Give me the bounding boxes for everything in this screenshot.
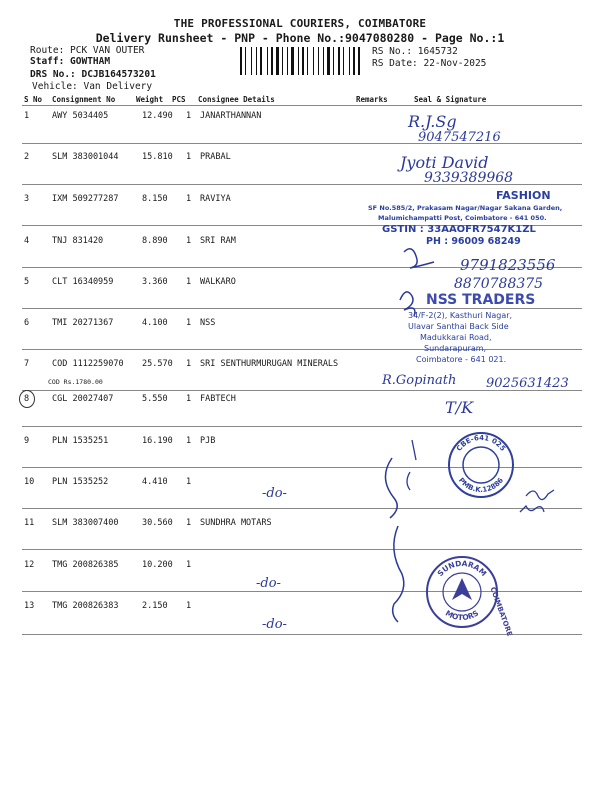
barcode-bar (284, 47, 286, 75)
row-consignment: TNJ 831420 (52, 236, 104, 246)
row-sno: 10 (24, 477, 35, 487)
barcode (240, 47, 368, 75)
row-consignee: NSS (200, 318, 216, 328)
table-row (0, 518, 600, 548)
sundaram-seal-side-text: COIMBATORE (488, 586, 514, 638)
row-weight: 10.200 (142, 560, 173, 570)
sundaram-seal-top-text: SUNDARAM (435, 558, 489, 579)
barcode-bar (351, 47, 352, 75)
row-pcs: 1 (186, 236, 192, 246)
cod-note: COD Rs.1780.00 (48, 378, 103, 386)
row-weight: 5.550 (142, 394, 168, 404)
row-pcs: 1 (186, 277, 192, 287)
pmb-seal-top-text: CBE-641 025 (455, 433, 507, 453)
barcode-bar (338, 47, 340, 75)
row-sno: 6 (24, 318, 30, 328)
barcode-bar (345, 47, 348, 75)
barcode-bar (280, 47, 281, 75)
nss-stamp-addr3: Madukkarai Road, (420, 333, 492, 342)
barcode-bar (331, 47, 332, 75)
row-sno: 3 (24, 194, 30, 204)
row-sno: 1 (24, 111, 30, 121)
barcode-bar (327, 47, 330, 75)
barcode-bar (274, 47, 275, 75)
row-weight: 16.190 (142, 436, 173, 446)
row-consignment: COD 1112259070 (52, 359, 124, 369)
col-pcs: PCS (172, 95, 186, 104)
nss-stamp-addr5: Coimbatore - 641 021. (416, 355, 507, 364)
row-consignment: CLT 16340959 (52, 277, 114, 287)
row-consignee: RAVIYA (200, 194, 231, 204)
signature-row-7: R.Gopinath (382, 373, 457, 388)
row-consignment: CGL 20027407 (52, 394, 114, 404)
barcode-bar (361, 47, 362, 75)
barcode-bar (335, 47, 337, 75)
rs-no-label: RS No.: 1645732 (372, 46, 458, 57)
barcode-bar (323, 47, 324, 75)
row-weight: 2.150 (142, 601, 168, 611)
barcode-bar (243, 47, 244, 75)
row-pcs: 1 (186, 152, 192, 162)
phone-row-2: 9339389968 (424, 170, 514, 186)
barcode-bar (295, 47, 297, 75)
pmb-seal-bottom-text: PMB.K.12886 (456, 476, 506, 495)
row-rule (22, 549, 582, 550)
barcode-bar (240, 47, 242, 75)
barcode-bar (287, 47, 288, 75)
barcode-bar (256, 47, 257, 75)
row-rule (22, 508, 582, 509)
barcode-bar (309, 47, 312, 75)
row-consignment: PLN 1535251 (52, 436, 109, 446)
pmb-round-seal (446, 430, 516, 500)
staff-label: Staff: GOWTHAM (30, 56, 111, 67)
row-weight: 25.570 (142, 359, 173, 369)
row-weight: 30.560 (142, 518, 173, 528)
ditto-row-13: -do- (262, 617, 287, 632)
row-consignment: SLM 383001044 (52, 152, 119, 162)
table-row (0, 394, 600, 424)
row-sno: 5 (24, 277, 30, 287)
barcode-bar (300, 47, 301, 75)
drs-label: DRS No.: DCJB164573201 (30, 69, 156, 80)
row-rule (22, 634, 582, 635)
row-rule (22, 349, 582, 350)
barcode-bar (258, 47, 259, 75)
row-weight: 8.890 (142, 236, 168, 246)
row-consignment: IXM 509277287 (52, 194, 119, 204)
barcode-bar (267, 47, 268, 75)
col-consignee: Consignee Details (198, 95, 275, 104)
signature-row-8: T/K (445, 398, 474, 417)
row-rule (22, 308, 582, 309)
row-weight: 3.360 (142, 277, 168, 287)
circle-mark (19, 390, 35, 408)
nss-stamp-addr2: Ulavar Santhai Back Side (408, 322, 509, 331)
row-consignment: PLN 1535252 (52, 477, 109, 487)
col-sno: S No (24, 95, 43, 104)
barcode-bar (302, 47, 304, 75)
row-consignee: JANARTHANNAN (200, 111, 262, 121)
row-sno: 8 (24, 394, 30, 404)
barcode-bar (315, 47, 317, 75)
barcode-bar (341, 47, 342, 75)
company-title: THE PROFESSIONAL COURIERS, COIMBATORE (173, 17, 427, 30)
sundaram-motors-seal (424, 554, 500, 630)
barcode-bar (298, 47, 299, 75)
table-row (0, 560, 600, 590)
row-rule (22, 426, 582, 427)
row-weight: 8.150 (142, 194, 168, 204)
runsheet-subtitle: Delivery Runsheet - PNP - Phone No.:9047080280 - Page No.:1 (95, 31, 505, 45)
barcode-bar (260, 47, 262, 75)
col-weight: Weight (136, 95, 164, 104)
barcode-bar (320, 47, 322, 75)
row-consignee: WALKARO (200, 277, 236, 287)
row-consignee: SRI RAM (200, 236, 236, 246)
vehicle-label: Vehicle: Van Delivery (32, 81, 153, 92)
col-remarks: Remarks (356, 95, 388, 104)
row-consignee: PJB (200, 436, 216, 446)
barcode-bar (271, 47, 273, 75)
sundaram-seal-bottom-text: MOTORS (443, 608, 481, 623)
barcode-bar (325, 47, 326, 75)
row-sno: 2 (24, 152, 30, 162)
row-consignee: SUNDHRA MOTARS (200, 518, 272, 528)
row-sno: 9 (24, 436, 30, 446)
row-pcs: 1 (186, 518, 192, 528)
row-pcs: 1 (186, 111, 192, 121)
row-consignment: SLM 383007400 (52, 518, 119, 528)
row-pcs: 1 (186, 318, 192, 328)
ditto-row-10: -do- (262, 486, 287, 501)
row-pcs: 1 (186, 194, 192, 204)
row-pcs: 1 (186, 359, 192, 369)
col-seal: Seal & Signature (414, 95, 487, 104)
row-pcs: 1 (186, 477, 192, 487)
barcode-bar (353, 47, 355, 75)
fashion-stamp-phone: PH : 96009 68249 (426, 236, 521, 247)
row-sno: 13 (24, 601, 35, 611)
barcode-bar (253, 47, 255, 75)
nss-stamp-addr1: 34/F-2(2), Kasthuri Nagar, (408, 311, 513, 320)
barcode-bar (349, 47, 350, 75)
barcode-bar (263, 47, 266, 75)
row-sno: 11 (24, 518, 35, 528)
barcode-bar (269, 47, 270, 75)
row-consignee: FABTECH (200, 394, 236, 404)
row-consignment: TMI 20271367 (52, 318, 114, 328)
ditto-row-12: -do- (256, 576, 281, 591)
barcode-bar (289, 47, 290, 75)
sundaram-seal-emblem (452, 578, 472, 600)
barcode-bar (356, 47, 357, 75)
phone-row-6: 8870788375 (454, 276, 544, 292)
fashion-stamp-addr1: SF No.585/2, Prakasam Nagar/Nagar Sakana Garden, (368, 204, 563, 212)
signature-row-1: R.J.Sg (408, 112, 457, 131)
barcode-bar (291, 47, 294, 75)
barcode-bar (245, 47, 246, 75)
row-sno: 12 (24, 560, 35, 570)
row-weight: 4.410 (142, 477, 168, 487)
table-row (0, 111, 600, 141)
row-sno: 4 (24, 236, 30, 246)
fashion-stamp-gstin: GSTIN : 33AAOFR7547K1ZL (382, 224, 536, 235)
row-weight: 4.100 (142, 318, 168, 328)
row-sno: 7 (24, 359, 30, 369)
signature-row-2: Jyoti David (400, 153, 489, 172)
barcode-bar (343, 47, 344, 75)
row-consignment: AWY 5034405 (52, 111, 109, 121)
phone-row-5: 9791823556 (460, 256, 556, 274)
barcode-bar (305, 47, 306, 75)
row-consignee: SRI SENTHURMURUGAN MINERALS (200, 359, 339, 369)
barcode-bar (333, 47, 334, 75)
nss-stamp-name: NSS TRADERS (426, 292, 536, 308)
row-weight: 15.810 (142, 152, 173, 162)
barcode-bar (358, 47, 360, 75)
row-pcs: 1 (186, 394, 192, 404)
rs-date-label: RS Date: 22-Nov-2025 (372, 58, 487, 69)
header-rule (22, 105, 582, 106)
row-consignment: TMG 200826383 (52, 601, 119, 611)
row-pcs: 1 (186, 560, 192, 570)
barcode-bar (282, 47, 283, 75)
nss-stamp-addr4: Sundarapuram, (424, 344, 487, 353)
barcode-bar (251, 47, 252, 75)
table-row (0, 318, 600, 348)
pmb-seal-inner-ring (463, 447, 499, 483)
fashion-stamp-addr2: Malumichampatti Post, Coimbatore - 641 050. (378, 214, 547, 222)
col-consignment: Consignment No (52, 95, 116, 104)
row-pcs: 1 (186, 436, 192, 446)
row-consignment: TMG 200826385 (52, 560, 119, 570)
row-pcs: 1 (186, 601, 192, 611)
barcode-bar (307, 47, 308, 75)
barcode-bar (276, 47, 279, 75)
barcode-bar (313, 47, 314, 75)
route-label: Route: PCK VAN OUTER (30, 45, 145, 56)
row-weight: 12.490 (142, 111, 173, 121)
barcode-bar (247, 47, 250, 75)
phone-row-1: 9047547216 (418, 130, 501, 145)
phone-row-7: 9025631423 (486, 376, 569, 391)
barcode-bar (318, 47, 319, 75)
row-consignee: PRABAL (200, 152, 231, 162)
fashion-stamp-name: FASHION (496, 189, 551, 202)
